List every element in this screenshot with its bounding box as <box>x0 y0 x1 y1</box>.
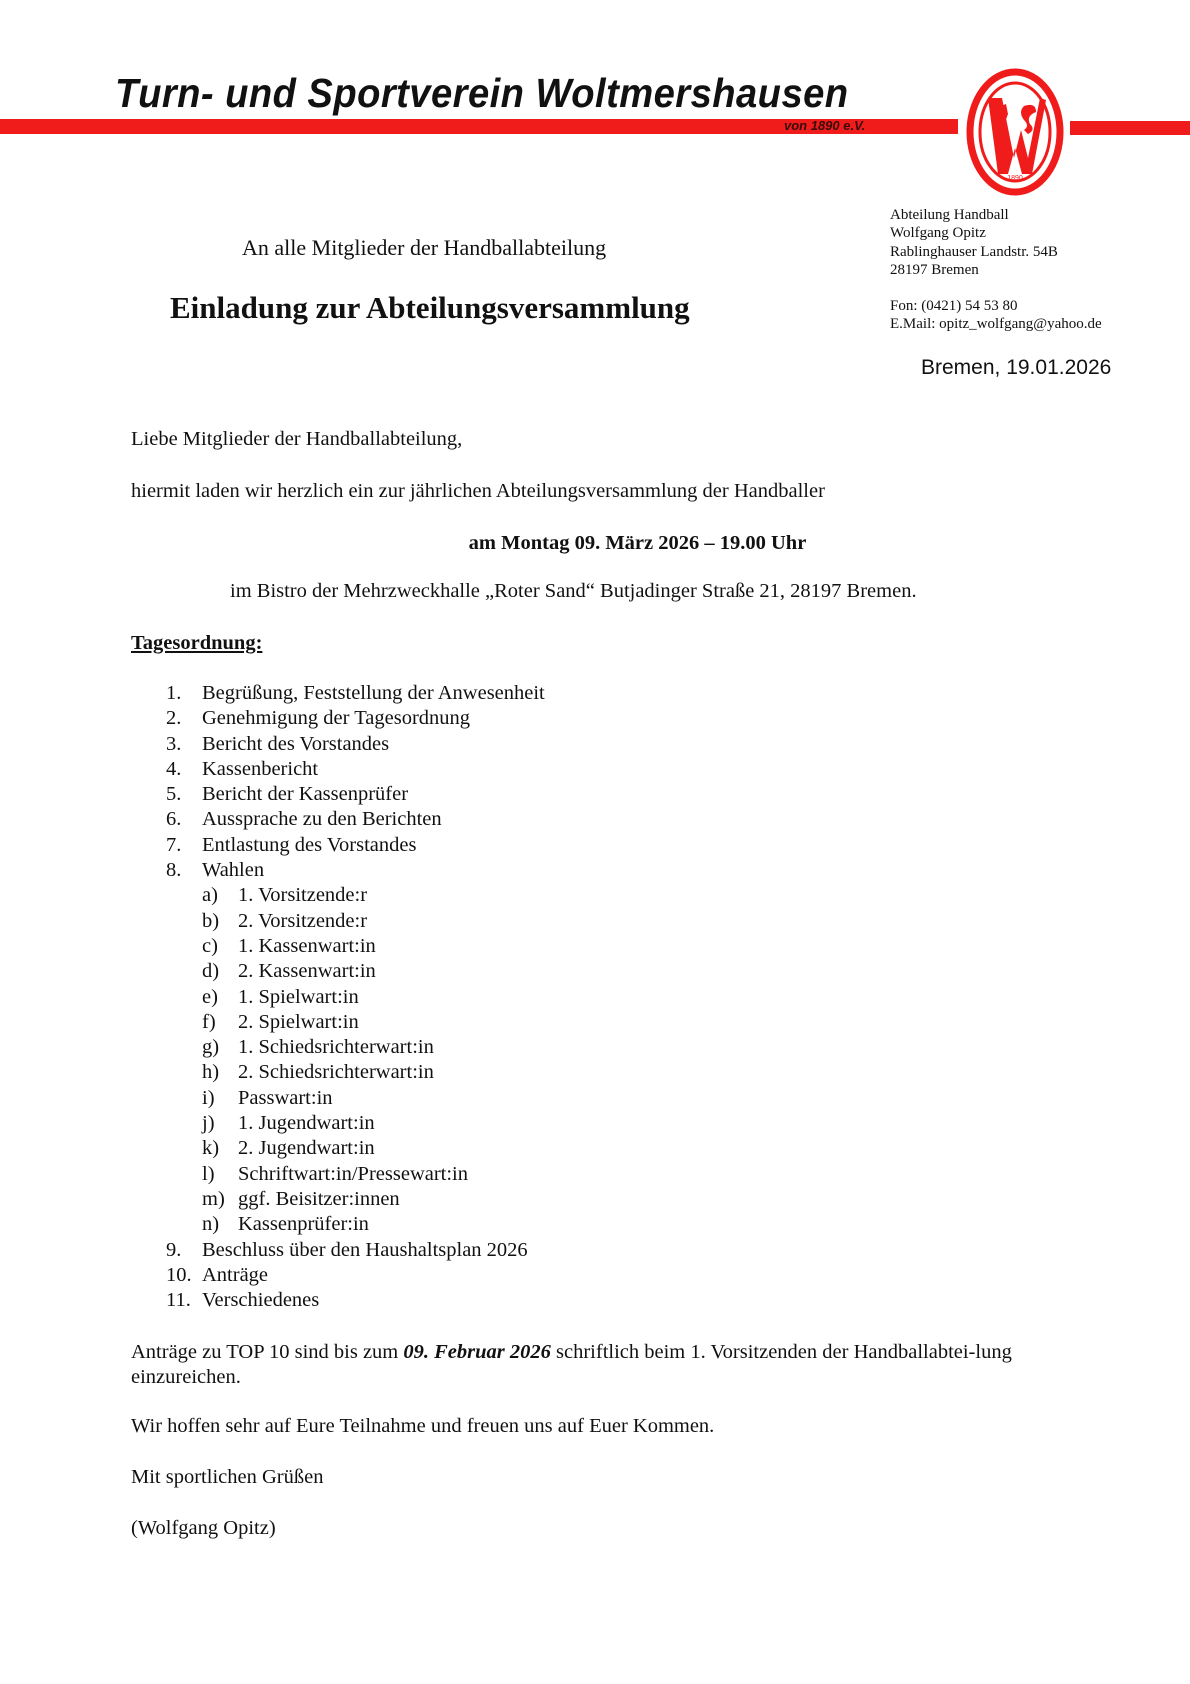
agenda-text: Verschiedenes <box>202 1289 320 1312</box>
agenda-item <box>166 1238 545 1263</box>
election-text: 1. Spielwart:in <box>238 985 359 1008</box>
agenda-number: 5. <box>166 783 182 806</box>
election-letter: h) <box>202 1061 220 1084</box>
election-letter: a) <box>202 884 218 907</box>
election-text: Schriftwart:in/Pressewart:in <box>238 1162 469 1185</box>
election-item <box>202 1010 545 1035</box>
election-text: 1. Jugendwart:in <box>238 1112 375 1135</box>
contact-block <box>890 206 1102 334</box>
agenda-list <box>166 681 545 1313</box>
agenda-text: Beschluss über den Haushaltsplan 2026 <box>202 1238 528 1261</box>
agenda-item <box>166 782 545 807</box>
club-name: Turn- und Sportverein Woltmershausen <box>115 70 849 116</box>
election-letter: f) <box>202 1010 216 1033</box>
agenda-number: 6. <box>166 808 182 831</box>
greeting: Liebe Mitglieder der Handballabteilung, <box>131 428 463 450</box>
agenda-item <box>166 1288 545 1313</box>
agenda-item <box>166 807 545 832</box>
agenda-item <box>166 732 545 757</box>
election-letter: m) <box>202 1187 225 1210</box>
contact-phone: Fon: (0421) 54 53 80 <box>890 298 1018 315</box>
agenda-number: 8. <box>166 859 182 882</box>
deadline-text-before: Anträge zu TOP 10 sind bis zum <box>131 1341 404 1363</box>
election-item <box>202 1212 545 1237</box>
agenda-number: 9. <box>166 1238 182 1261</box>
agenda-item <box>166 757 545 782</box>
election-item <box>202 934 545 959</box>
election-item <box>202 1086 545 1111</box>
closing-hope: Wir hoffen sehr auf Eure Teilnahme und freuen uns auf Euer Kommen. <box>131 1415 715 1437</box>
red-banner-bar-right <box>1070 121 1190 135</box>
deadline-paragraph <box>131 1340 1071 1390</box>
election-text: 1. Schiedsrichterwart:in <box>238 1036 434 1059</box>
election-item <box>202 1187 545 1212</box>
election-text: Kassenprüfer:in <box>238 1213 369 1236</box>
agenda-item <box>166 858 545 883</box>
agenda-number: 2. <box>166 707 182 730</box>
agenda-text: Aussprache zu den Berichten <box>202 808 442 831</box>
election-text: 1. Kassenwart:in <box>238 934 376 957</box>
agenda-text: Entlastung des Vorstandes <box>202 833 417 856</box>
election-letter: i) <box>202 1086 215 1109</box>
agenda-number: 11. <box>166 1289 191 1312</box>
election-item <box>202 909 545 934</box>
election-text: Passwart:in <box>238 1086 333 1109</box>
agenda-text: Kassenbericht <box>202 757 319 780</box>
election-letter: d) <box>202 960 220 983</box>
document-title: Einladung zur Abteilungsversammlung <box>170 290 690 325</box>
election-letter: e) <box>202 985 218 1008</box>
election-text: ggf. Beisitzer:innen <box>238 1187 400 1210</box>
agenda-item <box>166 833 545 858</box>
agenda-number: 7. <box>166 833 182 856</box>
contact-email: E.Mail: opitz_wolfgang@yahoo.de <box>890 316 1102 333</box>
intro-paragraph: hiermit laden wir herzlich ein zur jährlichen Abteilungsversammlung der Handballer <box>131 480 825 502</box>
election-text: 2. Schiedsrichterwart:in <box>238 1061 434 1084</box>
election-item <box>202 985 545 1010</box>
election-item <box>202 959 545 984</box>
agenda-text: Begrüßung, Feststellung der Anwesenheit <box>202 682 545 704</box>
meeting-datetime: am Montag 09. März 2026 – 19.00 Uhr <box>468 532 807 554</box>
agenda-text: Bericht des Vorstandes <box>202 732 390 755</box>
election-letter: c) <box>202 934 218 957</box>
signature: (Wolfgang Opitz) <box>131 1517 276 1539</box>
tsw-club-crest-icon <box>966 68 1064 196</box>
agenda-number: 10. <box>166 1263 192 1286</box>
election-text: 2. Spielwart:in <box>238 1010 359 1033</box>
agenda-item <box>166 1263 545 1288</box>
deadline-date: 09. Februar 2026 <box>403 1341 551 1363</box>
contact-street: Rablinghauser Landstr. 54B <box>890 243 1058 260</box>
logo-year: 1890 <box>1007 175 1023 182</box>
election-letter: g) <box>202 1036 220 1059</box>
election-letter: b) <box>202 909 220 932</box>
election-item <box>202 1060 545 1085</box>
agenda-number: 1. <box>166 682 182 704</box>
election-item <box>202 1111 545 1136</box>
agenda-number: 3. <box>166 732 182 755</box>
agenda-text: Anträge <box>202 1263 269 1286</box>
contact-city: 28197 Bremen <box>890 261 979 278</box>
closing-regards: Mit sportlichen Grüßen <box>131 1466 324 1488</box>
founded-label: von 1890 e.V. <box>784 118 866 133</box>
agenda-text: Genehmigung der Tagesordnung <box>202 707 471 730</box>
deadline-text-after: schriftlich beim 1. Vorsitzenden der Handballabtei-lung einzureichen. <box>131 1341 1012 1388</box>
election-text: 2. Vorsitzende:r <box>238 909 368 932</box>
election-letter: j) <box>202 1112 215 1135</box>
recipients-line: An alle Mitglieder der Handballabteilung <box>242 235 607 260</box>
letter-date: Bremen, 19.01.2026 <box>921 356 1112 379</box>
agenda-text: Wahlen <box>202 859 265 882</box>
election-letter: l) <box>202 1162 215 1185</box>
election-item <box>202 1136 545 1161</box>
agenda-item <box>166 681 545 706</box>
contact-department: Abteilung Handball <box>890 207 1009 223</box>
election-item <box>202 883 545 908</box>
election-letter: n) <box>202 1213 220 1236</box>
election-text: 2. Jugendwart:in <box>238 1137 375 1160</box>
contact-name: Wolfgang Opitz <box>890 225 986 242</box>
agenda-heading: Tagesordnung: <box>131 632 263 654</box>
election-text: 2. Kassenwart:in <box>238 960 376 983</box>
meeting-venue: im Bistro der Mehrzweckhalle „Roter Sand“ Butjadinger Straße 21, 28197 Bremen. <box>230 580 917 602</box>
election-text: 1. Vorsitzende:r <box>238 884 368 907</box>
agenda-number: 4. <box>166 757 182 780</box>
agenda-item <box>166 706 545 731</box>
elections-sublist <box>166 883 545 1237</box>
election-item <box>202 1035 545 1060</box>
agenda-text: Bericht der Kassenprüfer <box>202 783 409 806</box>
election-item <box>202 1162 545 1187</box>
election-letter: k) <box>202 1137 220 1160</box>
